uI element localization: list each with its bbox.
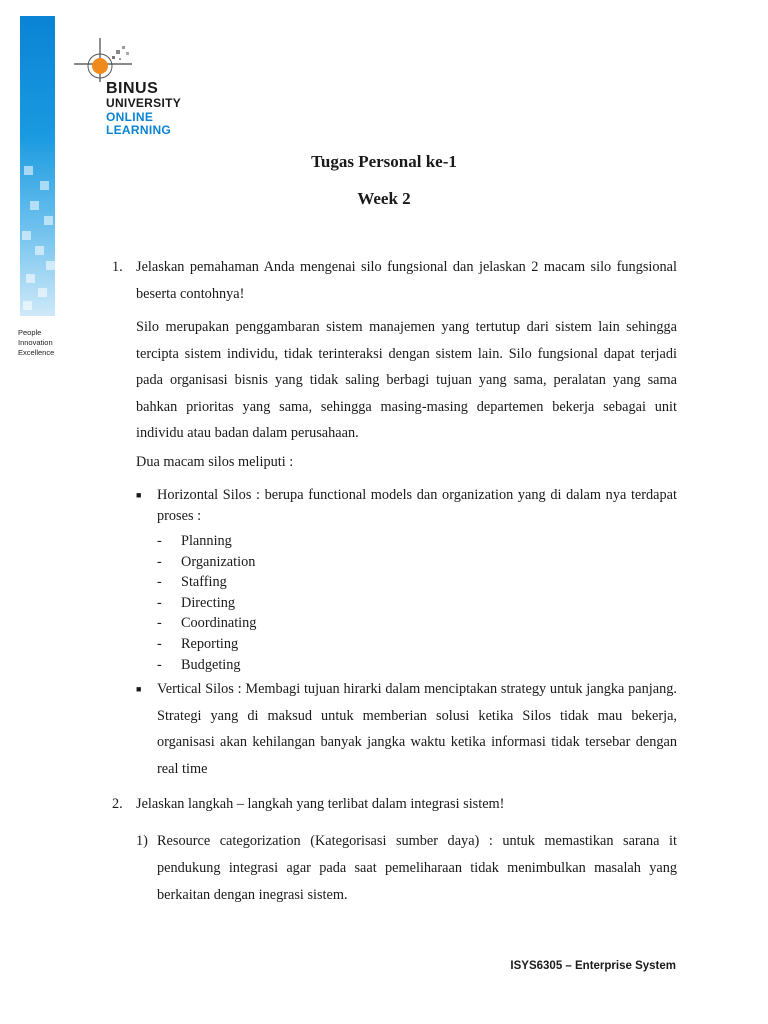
document-body [112, 254, 677, 909]
list-item-text: Staffing [181, 574, 227, 591]
logo-line-online: ONLINE [106, 109, 154, 124]
process-list [157, 531, 677, 675]
list-item-text: Budgeting [181, 656, 241, 673]
list-item-text: Directing [181, 594, 235, 611]
bullet-text: Vertical Silos : Membagi tujuan hirarki dalam menciptakan strategy untuk jangka panjang. Strategi yang di maksud untuk memberian solusi ketika Silos tidak mau bekerja, organisasi akan kehilangan banyak jangka waktu ketika informasi tidak tersebar dengan real time [157, 681, 677, 777]
step-number: 1) [136, 832, 148, 849]
dash-marker: - [157, 656, 162, 673]
bullet-text: Horizontal Silos : berupa functional models dan organization yang di dalam nya terdapat proses : [157, 486, 677, 524]
list-item [157, 634, 677, 655]
page-footer: ISYS6305 – Enterprise System [510, 960, 676, 972]
question-number: 1. [112, 259, 123, 275]
logo-line-binus: BINUS [106, 80, 159, 97]
bullet-square-icon: ■ [136, 684, 142, 695]
tagline-line: People [18, 328, 42, 337]
dash-marker: - [157, 615, 162, 632]
bullet-horizontal-silos [136, 485, 677, 527]
list-item [157, 593, 677, 614]
list-item-text: Coordinating [181, 615, 257, 632]
list-item [157, 552, 677, 573]
dash-marker: - [157, 574, 162, 591]
dash-marker: - [157, 594, 162, 611]
list-item [157, 531, 677, 552]
list-item [157, 613, 677, 634]
dash-marker: - [157, 635, 162, 652]
step-text: Resource categorization (Kategorisasi sumber daya) : untuk memastikan sarana it pendukung integrasi agar pada saat pemeliharaan tidak menimbulkan masalah yang berkaitan dengan inegrasi sistem. [157, 832, 677, 903]
tagline-line: Innovation [18, 338, 53, 347]
answer-paragraph: Silo merupakan penggambaran sistem manajemen yang tertutup dari sistem lain sehingga tercipta sistem individu, tidak terinteraksi dengan sistem lain. Silo fungsional dapat terjadi pada organisasi bisnis yang tidak saling berbagi tujuan yang sama, peralatan yang sama bahkan prioritas yang sama, sehingga masing-masing departemen bekerja sebagai unit individu atau badan dalam perusahaan. [136, 319, 677, 442]
answer-intro: Dua macam silos meliputi : [136, 453, 294, 470]
list-item-text: Reporting [181, 635, 239, 652]
bullet-vertical-silos [136, 676, 677, 782]
tagline-line: Excellence [18, 348, 55, 357]
document-subtitle: Week 2 [357, 189, 411, 208]
document-title: Tugas Personal ke-1 [311, 152, 457, 171]
list-item [157, 655, 677, 676]
list-item-text: Organization [181, 553, 256, 570]
dash-marker: - [157, 553, 162, 570]
list-item [157, 572, 677, 593]
logo-wordmark [106, 80, 181, 138]
list-item-text: Planning [181, 532, 232, 549]
question-text: Jelaskan pemahaman Anda mengenai silo fungsional dan jelaskan 2 macam silo fungsional beserta contohnya! [136, 259, 677, 302]
question-text: Jelaskan langkah – langkah yang terlibat dalam integrasi sistem! [136, 795, 505, 812]
question-number: 2. [112, 795, 123, 812]
question-2 [112, 791, 677, 818]
dash-marker: - [157, 532, 162, 549]
bullet-square-icon: ■ [136, 489, 142, 500]
question-1 [112, 254, 677, 308]
tagline [18, 328, 54, 358]
logo-line-university: UNIVERSITY [106, 96, 182, 110]
logo-line-learning: LEARNING [106, 123, 172, 137]
step-1 [136, 828, 677, 909]
